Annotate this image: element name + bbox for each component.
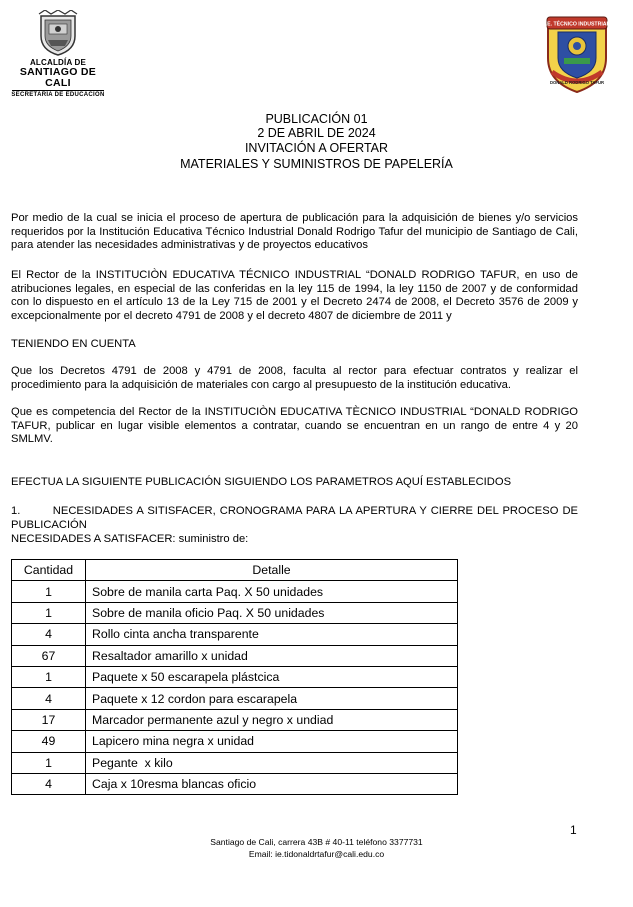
row-qty: 1 [12, 752, 86, 773]
table-row [12, 709, 458, 730]
rector-paragraph: El Rector de la INSTITUCIÒN EDUCATIVA TÉCNICO INDUSTRIAL “DONALD RODRIGO TAFUR, en uso de atribuciones legales, en especial de las conferidas en la ley 115 de 1994, la ley 1150 de 2007 y de conformidad con lo dispuesto en el artículo 13 de la Ley 715 de 2001 y el Decreto 2474 de 2008, el Decreto 3576 de 2009 y excepcionalmente por el decreto 4791 de 2008 y el decreto 4807 de diciembre de 2011 y [11, 269, 578, 322]
intro-paragraph: Por medio de la cual se inicia el proceso de apertura de publicación para la adquisición de bienes y/o servicios requeridos por la Institución Educativa Técnico Industrial Donald Rodrigo Tafur del municipio de Santiago de Cali, para atender las necesidades administrativas y de proyectos educativos [11, 212, 578, 251]
materials-title: MATERIALES Y SUMINISTROS DE PAPELERÍA [180, 157, 453, 171]
alcaldia-line2: SANTIAGO DE CALI [19, 66, 97, 89]
row-detail: Caja x 10resma blancas oficio [86, 773, 458, 794]
row-qty: 17 [12, 709, 86, 730]
school-emblem-logo [544, 14, 610, 94]
row-detail: Sobre de manila carta Paq. X 50 unidades [86, 581, 458, 602]
alcaldia-line3: SECRETARÍA DE EDUCACIÓN [11, 92, 105, 98]
alcaldia-logo [8, 8, 108, 96]
row-qty: 49 [12, 731, 86, 752]
needs-subheading: NECESIDADES A SATISFACER: suministro de: [11, 533, 249, 545]
row-detail: Rollo cinta ancha transparente [86, 624, 458, 645]
publication-number: PUBLICACIÓN 01 [265, 112, 368, 126]
row-detail: Lapicero mina negra x unidad [86, 731, 458, 752]
header-cantidad: Cantidad [12, 560, 86, 581]
school-emblem-icon [544, 14, 610, 94]
table-row [12, 731, 458, 752]
row-detail: Marcador permanente azul y negro x undiad [86, 709, 458, 730]
emblem-bottom-text: DONALD RODRIGO TAFUR [549, 80, 605, 85]
row-qty: 67 [12, 645, 86, 666]
table-row [12, 624, 458, 645]
coat-of-arms-icon [37, 10, 79, 56]
logo-divider [12, 90, 104, 91]
row-qty: 4 [12, 688, 86, 709]
table-row [12, 602, 458, 623]
row-detail: Paquete x 50 escarapela plástcica [86, 666, 458, 687]
footer-address: Santiago de Cali, carrera 43B # 40-11 teléfono 3377731 [210, 837, 423, 847]
row-detail: Pegante x kilo [86, 752, 458, 773]
considering-heading: TENIENDO EN CUENTA [11, 338, 136, 350]
table-row [12, 645, 458, 666]
table-header-row [12, 560, 458, 581]
alcaldia-line1: ALCALDÍA DE [29, 58, 87, 67]
row-qty: 1 [12, 666, 86, 687]
row-qty: 1 [12, 602, 86, 623]
publication-heading: EFECTUA LA SIGUIENTE PUBLICACIÓN SIGUIENDO LOS PARAMETROS AQUÍ ESTABLECIDOS [11, 476, 512, 488]
decrees-paragraph: Que los Decretos 4791 de 2008 y 4791 de 2008, faculta al rector para efectuar contratos y realizar el procedimiento para la adquisición de materiales con cargo al presupuesto de la institución educativa. [11, 365, 578, 391]
competence-paragraph: Que es competencia del Rector de la INSTITUCIÒN EDUCATIVA TÈCNICO INDUSTRIAL “DONALD RODRIGO TAFUR, publicar en lugar visible elementos a contratar, cuando se encuentran en un rango de entre 4 y 20 SMLMV. [11, 406, 578, 445]
table-row [12, 773, 458, 794]
row-qty: 4 [12, 624, 86, 645]
table-row [12, 581, 458, 602]
footer-email: Email: ie.tidonaldrtafur@cali.edu.co [248, 849, 385, 859]
publication-date: 2 DE ABRIL DE 2024 [257, 126, 376, 140]
row-detail: Resaltador amarillo x unidad [86, 645, 458, 666]
row-detail: Paquete x 12 cordon para escarapela [86, 688, 458, 709]
row-qty: 1 [12, 581, 86, 602]
supplies-table [11, 559, 458, 795]
row-qty: 4 [12, 773, 86, 794]
row-detail: Sobre de manila oficio Paq. X 50 unidades [86, 602, 458, 623]
page-number: 1 [570, 823, 577, 837]
invitation-title: INVITACIÓN A OFERTAR [244, 141, 389, 155]
header-detalle: Detalle [86, 560, 458, 581]
table-row [12, 688, 458, 709]
emblem-top-text: I.E. TÉCNICO INDUSTRIAL [544, 21, 610, 28]
needs-schedule-heading: 1. NECESIDADES A SITISFACER, CRONOGRAMA PARA LA APERTURA Y CIERRE DEL PROCESO DE PUBLICACIÓN [11, 505, 582, 531]
table-row [12, 666, 458, 687]
table-row [12, 752, 458, 773]
